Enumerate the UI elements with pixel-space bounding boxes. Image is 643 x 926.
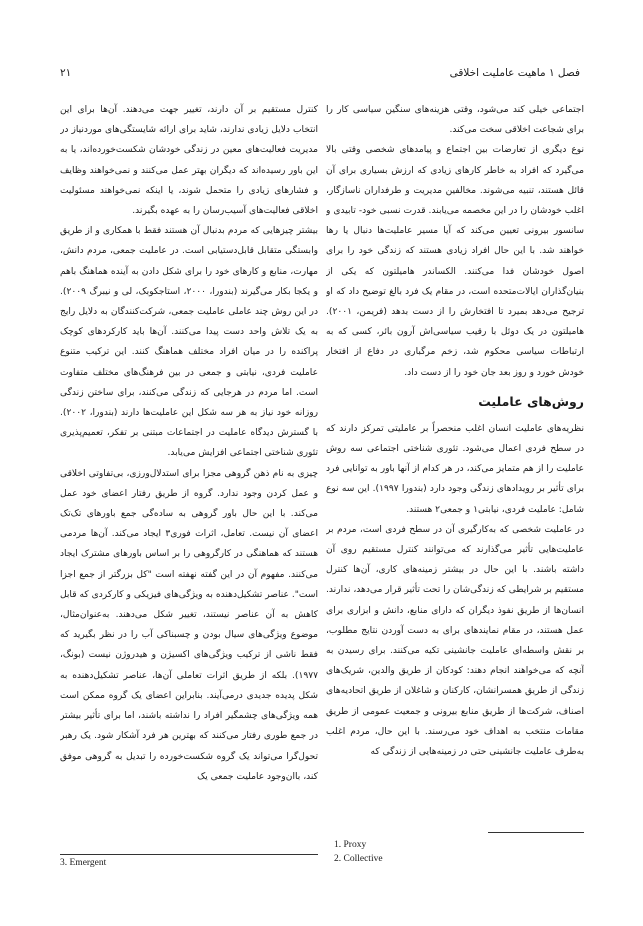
page-header [60, 64, 580, 82]
paragraph: کنترل مستقیم بر آن دارند، تغییر جهت می‌دهند. آن‌ها برای این انتخاب دلایل زیادی ندارند، شاید برای ارائه شایستگی‌های موردنیاز در مدیریت فعالیت‌های معین در زندگی خودشان شکست‌خورده‌اند، یا به این باور رسیده‌اند که دیگران بهتر عمل می‌کنند و نمی‌خواهند وظایف و فشارهای زیادی را متحمل شوند، یا اینکه نمی‌خواهند مسئولیت اخلاقی فعالیت‌های آسیب‌رسان را به عهده بگیرند. [60, 105, 318, 217]
paragraph: چیزی به نام ذهن گروهی مجزا برای استدلال‌ورزی، بی‌تفاوتی اخلاقی و عمل کردن وجود ندارد. گروه از طریق رفتار اعضای خود عمل می‌کند. با این حال باور گروهی به ساده‌گی جمع باورهای تک‌تک اعضای آن نیست. تعامل، اثرات فوری۳ ایجاد می‌کند. آن‌ها مردمی هستند که هماهنگی در کارگروهی را بر اساس باورهای مشترک ایجاد می‌کنند. مفهوم آن در این گفته نهفته است "کل بزرگتر از جمع اجزا است". عناصر تشکیل‌دهنده به ویژگی‌های فیزیکی و کارکردی که قابل کاهش به آن عناصر نیستند، تغییر شکل می‌دهند. به‌عنوان‌مثال، موضوع ویژگی‌های سیال بودن و چسبناکی آب را در نظر بگیرید که فقط ناشی از ترکیب ویژگی‌های اکسیژن و هیدروژن نیست (بونگ، ۱۹۷۷). بلکه از طریق اثرات تعاملی آن‌ها، عناصر تشکیل‌دهنده به شکل پدیده جدیدی درمی‌آیند. بنابراین اعضای یک گروه ممکن است همه ویژگی‌های چشمگیر افراد را نداشته باشند، اما برای تأثیر بیشتر در جمع طوری رفتار می‌کنند که بهترین هر فرد آشکار شود. یک رهبر تحول‌گرا می‌تواند یک گروه شکست‌خورده را تبدیل به گروهی موفق کند، باان‌وجود عاملیت جمعی یک [60, 468, 318, 782]
paragraph: بیشتر چیزهایی که مردم بدنبال آن هستند فقط با همکاری و از طریق وابستگی متقابل قابل‌دستیابی است. در عاملیت جمعی، مردم دانش، مهارت، منابع و کارهای خود را برای شکل دادن به آینده هماهنگ باهم و یکجا بکار می‌گیرند (بندورا، ۲۰۰۰، استاجکوبک، لی و نیبرگ ۲۰۰۹). در این روش چند عاملی عاملیت جمعی، شرکت‌کنندگان به دلایل رایج به یک تلاش واحد دست پیدا می‌کنند. آن‌ها باید کارکردهای کوچک پراکنده را در میان افراد مختلف هماهنگ کنند. این ترکیب متنوع عاملیت فردی، نیابتی و جمعی در بین فرهنگ‌های مختلف متفاوت است. اما مردم در هرجایی که زندگی می‌کنند، برای ساختن زندگی روزانه خود نیاز به هر سه شکل این عاملیت‌ها دارند (بندورا، ۲۰۰۲). با گسترش دیدگاه عاملیت در اجتماعات مبتنی بر تفکر، تعمیم‌پذیری تئوری شناختی اجتماعی افزایش می‌یابد. [60, 226, 318, 459]
footnote: 1. Proxy [334, 840, 367, 850]
left-text-column [60, 100, 318, 852]
footnote-divider [60, 854, 318, 855]
paragraph: اجتماعی خیلی کند می‌شود، وقتی هزینه‌های سنگین سیاسی کار را برای شجاعت اخلاقی سخت می‌کند. [326, 105, 584, 136]
footnote: 2. Collective [334, 854, 383, 864]
section-heading: روش‌های عاملیت [478, 393, 584, 409]
running-head: فصل ۱ ماهیت عاملیت اخلاقی [449, 67, 580, 79]
footnote: 3. Emergent [60, 858, 107, 868]
paragraph: نظریه‌های عاملیت انسان اغلب منحصراً بر عاملیتی تمرکز دارند که در سطح فردی اعمال می‌شود. تئوری شناختی اجتماعی سه روش عاملیت را از هم متمایز می‌کند، در هر کدام از آنها باور به توانایی فرد برای تأثیر بر رویدادهای زندگی وجود دارد (بندورا ۱۹۹۷). این سه نوع شامل: عاملیت فردی، نیابتی۱ و جمعی۲ هستند. [326, 423, 584, 515]
footnotes-left [60, 856, 106, 870]
footnotes-right [334, 838, 383, 866]
paragraph: در عاملیت شخصی که به‌کارگیری آن در سطح فردی است، مردم بر عاملیت‌هایی تأثیر می‌گذارند که می‌توانند کنترل مستقیم روی آن داشته باشند. با این حال در بیشتر زمینه‌های کاری، آن‌ها کنترل مستقیم بر شرایطی که زندگی‌شان را تحت تأثیر قرار می‌دهد، ندارند. انسان‌ها از طریق نفوذ دیگران که دارای منابع، دانش و ابزاری برای عمل هستند، در مقام نمایندهای برای به دست آوردن نتایج مطلوب، بر نقش واسطه‌ای عاملیت جانشینی تکیه می‌کنند. برای رسیدن به آنچه که می‌خواهند انجام دهند: کودکان از طریق والدین، شریک‌های زندگی از طریق همسرانشان، کارکنان و شاغلان از طریق اتحادیه‌های اصناف، شرکت‌ها از طریق منابع بیرونی و جمعیت عمومی از طریق مقامات منتخب به اهداف خود می‌رسند. با این حال، مردم اغلب به‌طرف عاملیت جانشینی حتی در زمینه‌هایی از زندگی که [326, 524, 584, 758]
page-number: ۲۱ [60, 67, 72, 79]
paragraph: نوع دیگری از تعارضات بین اجتماع و پیامدهای شخصی وقتی بالا می‌گیرد که افراد به خاطر کارهای زیادی که ارزش بسیاری برای آن قائل هستند، تنبیه می‌شوند. مخالفین مدیریت و طرفداران ناسازگار، اغلب خودشان را در این مخصمه می‌یابند. قدرت نسبی خود- تابیدی و سانسور بیرونی تعیین می‌کند که آیا مسیر عاملیت‌ها دنبال یا رها خواهند شد. با این حال افراد زیادی هستند که زندگی خود را برای اصول خودشان فدا می‌کنند. الکساندر هامیلتون که یکی از بنیان‌گذاران ایالات‌متحده است، در مقام یک فرد بالغ توضیح داد که او ترجیح می‌دهد بمیرد تا افتخارش را از دست بدهد (فریمن، ۲۰۰۱). هامیلتون در یک دوئل با رقیب سیاسی‌اش آرون بائر، کسی که به ارتباطات سیاسی محکوم شد، زخم مرگباری در دفاع از افتخار خودش خورد و روز بعد جان خود را از دست داد. [326, 145, 584, 378]
right-text-column [326, 100, 584, 824]
footnote-divider [488, 832, 584, 833]
